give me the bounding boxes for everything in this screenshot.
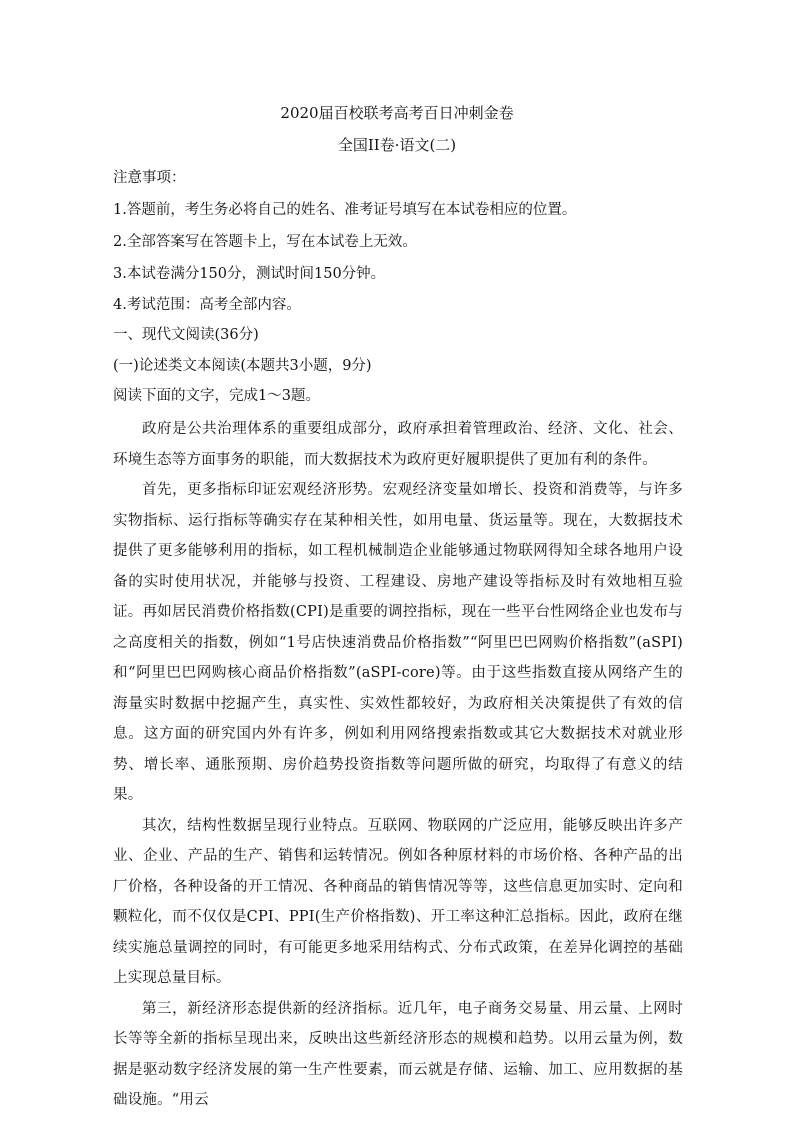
exam-title: 2020届百校联考高考百日冲刺金卷 [280, 104, 514, 122]
passage-paragraph-4: 第三，新经济形态提供新的经济指标。近几年，电子商务交易量、用云量、上网时长等等全新的指标呈现出来，反映出这些新经济形态的规模和趋势。以用云量为例，数据是驱动数字经济发展的第一生产性要素，而云就是存储、运输、加工、应用数据的基础设施。“用云 [113, 1000, 683, 1108]
notice-item-3: 3.本试卷满分150分，测试时间150分钟。 [113, 266, 386, 282]
reading-passage [113, 414, 683, 1116]
passage-paragraph-2: 首先，更多指标印证宏观经济形势。宏观经济变量如增长、投资和消费等，与许多实物指标、运行指标等确实存在某种相关性，如用电量、货运量等。现在，大数据技术提供了更多能够利用的指标，如工程机械制造企业能够通过物联网得知全球各地用户设备的实时使用状况，并能够与投资、工程建设、房地产建设等指标及时有效地相互验证。再如居民消费价格指数(CPI)是重要的调控指标，现在一些平台性网络企业也发布与之高度相关的指数，例如“1号店快速消费品价格指数”“阿里巴巴网购价格指数”(aSPI)和“阿里巴巴网购核心商品价格指数”(aSPI-core)等。由于这些指数直接从网络产生的海量实时数据中挖掘产生，真实性、实效性都较好，为政府相关决策提供了有效的信息。这方面的研究国内外有许多，例如利用网络搜索指数或其它大数据技术对就业形势、增长率、通胀预期、房价趋势投资指数等问题所做的研究，均取得了有意义的结果。 [113, 482, 683, 803]
notice-item-1: 1.答题前，考生务必将自己的姓名、准考证号填写在本试卷相应的位置。 [113, 202, 577, 218]
section-subheading: (一)论述类文本阅读(本题共3小题，9分) [113, 358, 372, 374]
passage-paragraph-3: 其次，结构性数据呈现行业特点。互联网、物联网的广泛应用，能够反映出许多产业、企业、产品的生产、销售和运转情况。例如各种原材料的市场价格、各种产品的出厂价格，各种设备的开工情况、各种商品的销售情况等等，这些信息更加实时、定向和颗粒化，而不仅仅是CPI、PPI(生产价格指数)、开工率这种汇总指标。因此，政府在继续实施总量调控的同时，有可能更多地采用结构式、分布式政策，在差异化调控的基础上实现总量目标。 [113, 817, 683, 986]
notice-heading: 注意事项： [113, 170, 186, 186]
notice-item-2: 2.全部答案写在答题卡上，写在本试卷上无效。 [113, 234, 417, 250]
notice-item-4: 4.考试范围：高考全部内容。 [113, 297, 301, 313]
exam-subtitle: 全国II卷·语文(二) [337, 136, 457, 154]
section-instruction: 阅读下面的文字，完成1～3题。 [113, 388, 320, 404]
section-heading: 一、现代文阅读(36分) [113, 327, 259, 343]
passage-paragraph-1: 政府是公共治理体系的重要组成部分，政府承担着管理政治、经济、文化、社会、环境生态等方面事务的职能，而大数据技术为政府更好履职提供了更加有利的条件。 [113, 421, 683, 468]
